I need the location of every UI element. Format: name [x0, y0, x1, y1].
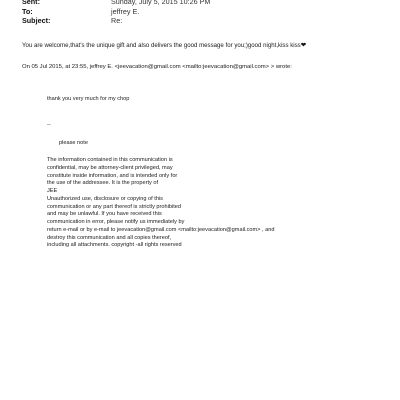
to-value: jeffrey E. [111, 6, 140, 16]
quoted-thanks: thank you very much for my chop [47, 96, 130, 102]
sent-label: Sent: [22, 0, 40, 6]
disclaimer-line: communication in error, please notify us immediately by [47, 219, 185, 225]
disclaimer-line: communication or any part thereof is strictly prohibited [47, 203, 181, 210]
disclaimer-line: return e-mail or by e-mail to jeevacation@gmail.com <mailto:jeevacation@gmail.com> , and [47, 226, 275, 233]
disclaimer-line: destroy this communication and all copies thereof, [47, 234, 172, 241]
disclaimer-line: and may be unlawful. If you have received this [47, 211, 162, 218]
disclaimer-line: including all attachments. copyright -all rights reserved [47, 242, 182, 249]
signature-separator: -- [47, 122, 51, 128]
subject-value: Re: [111, 16, 123, 26]
disclaimer-line: JEE [47, 188, 58, 194]
sent-value: Sunday, July 5, 2015 10:26 PM [111, 0, 211, 6]
subject-label: Subject: [22, 16, 51, 26]
reply-text: You are welcome,that's the unique gift and also delivers the good message for you;)good night,kiss kiss [22, 42, 301, 49]
to-label: To: [22, 6, 33, 16]
please-note: please note [59, 140, 88, 146]
sent-row [22, 0, 392, 7]
disclaimer-line: confidential, may be attorney-client privileged, may [47, 164, 173, 171]
disclaimer-line: constitute inside information, and is intended only for [47, 172, 178, 179]
disclaimer [47, 157, 274, 250]
heart-icon: ❤ [300, 42, 307, 49]
email-header [22, 0, 392, 26]
reply-message [22, 42, 394, 50]
disclaimer-line: the use of the addressee. It is the property of [47, 180, 159, 187]
quote-attribution: On 05 Jul 2015, at 23:55, jeffrey E. <jeevacation@gmail.com <mailto:jeevacation@gmail.com> > wrote: [22, 64, 292, 70]
to-row [22, 7, 392, 17]
disclaimer-line: Unauthorized use, disclosure or copying of this [47, 195, 163, 202]
disclaimer-line: The information contained in this communication is [47, 157, 173, 163]
subject-row [22, 16, 392, 26]
